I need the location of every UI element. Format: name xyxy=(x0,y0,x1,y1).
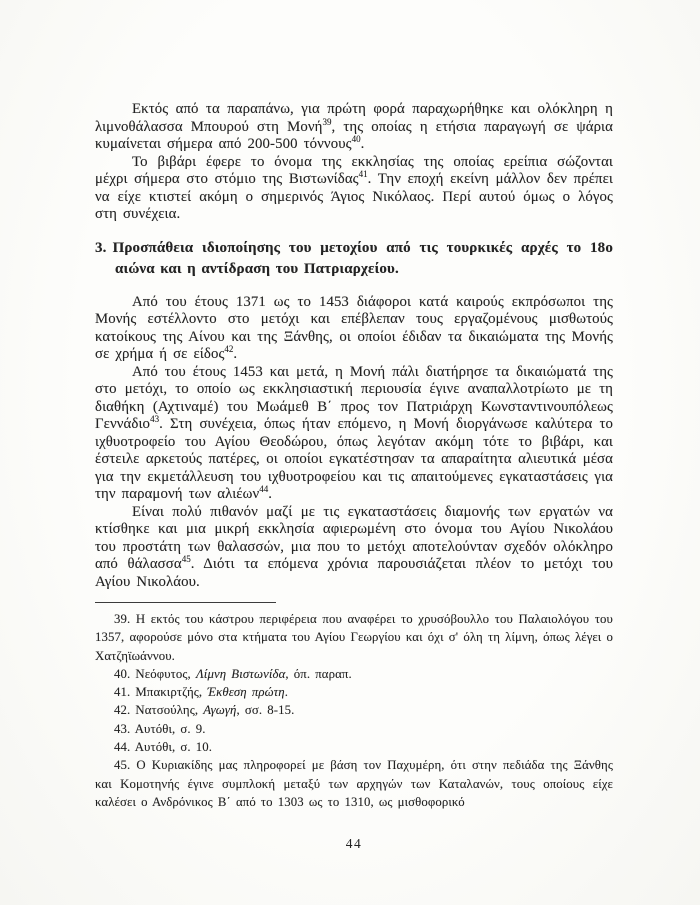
footnote xyxy=(95,610,613,665)
paragraph xyxy=(95,294,613,364)
text-run: . xyxy=(284,685,289,700)
footnote-ref: 44 xyxy=(259,484,269,495)
paragraph xyxy=(95,364,613,504)
text-run: Εκτός από τα παραπάνω, για πρώτη φορά παραχωρήθηκε και ολόκληρη η λιμνοθάλασσα Μπουρού στη Μονή xyxy=(95,101,613,135)
section-heading-title: Προσπάθεια ιδιοποίησης του μετοχίου από τις τουρκικές αρχές το 18ο αιώνα και η αντίδραση του Πατριαρχείου. xyxy=(112,239,613,277)
footnote-number: 39. xyxy=(114,612,131,626)
text-run: , όπ. παραπ. xyxy=(285,666,352,681)
page-number: 44 xyxy=(345,836,363,851)
footnotes-block xyxy=(95,602,613,811)
text-run: Μπακιρτζής, xyxy=(135,685,208,700)
text-run: Είναι πολύ πιθανόν μαζί με τις εγκαταστάσεις διαμονής των εργατών να κτίσθηκε και μια μικρή εκκλησία αφιερωμένη στο όνομα του Αγίου Νικολάου του προστάτη των θαλασσών, μια που το μετόχι αποτελούνταν σχεδόν ολόκληρο από θάλασσα xyxy=(95,503,613,572)
intro-paragraphs xyxy=(95,101,613,224)
footnote xyxy=(95,720,613,738)
text-run: . Την εποχή εκείνη μάλλον δεν πρέπει να είχε κτιστεί ακόμη ο σημερινός Άγιος Νικόλαος. Περί αυτού όμως ο λόγος στη συνέχεια. xyxy=(95,171,613,222)
footnote-list xyxy=(95,610,613,811)
footnote-ref: 41 xyxy=(358,169,368,180)
text-block xyxy=(95,101,613,811)
footnote-number: 42. xyxy=(114,703,131,718)
paragraph xyxy=(95,504,613,592)
footnote-ref: 39 xyxy=(322,116,332,127)
text-run: . xyxy=(268,486,273,502)
text-run: Από του έτους 1371 ως το 1453 διάφοροι κατά καιρούς εκπρόσωποι της Μονής εστέλλοντο στο μετόχι και επέβλεπαν τους εργαζομένους μισθωτούς κατοίκους της Αίνου και της Ξάνθης, οι οποίοι έδιδαν τα δικαιώματα της Μονής σε χρήμα ή σε είδος xyxy=(95,293,613,362)
text-run: Νεόφυτος, xyxy=(135,666,196,681)
text-run: , σσ. 8-15. xyxy=(236,703,295,718)
paragraph xyxy=(95,101,613,154)
text-run: . Στη συνέχεια, όπως ήταν επόμενο, η Μονή διοργάνωσε καλύτερα το ιχθυοτροφείο του Αγίου Θεοδώρου, όπως λεγόταν ακόμη τότε το βιβάρι, και έστειλε αρκετούς πατέρες, οι οποίοι εγκατέστησαν τα απαραίτητα αλιευτικά μέσα για την εκμετάλλευση του ιχθυοτροφείου και τις απαιτούμενες εγκαταστάσεις για την παραμονή των αλιέων xyxy=(95,416,613,502)
footnote-ref: 45 xyxy=(181,554,191,565)
text-run: . xyxy=(233,346,238,362)
text-run: Ο Κυριακίδης μας πληροφορεί με βάση τον Παχυμέρη, ότι στην πεδιάδα της Ξάνθης και Κομοτηνής έγινε συμπλοκή μεταξύ των αρχηγών των Καταλανών, τους οποίους είχε καλέσει ο Ανδρόνικος Β΄ από το 1303 ως το 1310, ως μισθοφορικό xyxy=(95,758,613,809)
text-run: Αυτόθι, σ. 10. xyxy=(134,740,213,755)
footnote-number: 45. xyxy=(114,758,131,773)
footnote xyxy=(95,701,613,719)
footnote xyxy=(95,738,613,756)
footnote xyxy=(95,665,613,683)
text-run: , της οποίας η ετήσια παραγωγή σε ψάρια κυμαίνεται σήμερα από 200-500 τόννους xyxy=(95,118,613,152)
footnote-ref: 43 xyxy=(150,414,160,425)
text-run: Από του έτους 1453 και μετά, η Μονή πάλι διατήρησε τα δικαιώματά της στο μετόχι, το οποίο ως εκκλησιαστική περιουσία έγινε αναπαλλοτρίωτο με τη διαθήκη (Αχτιναμέ) του Μωάμεθ Β΄ προς τον Πατριάρχη Κωνσταντινουπόλεως Γεννάδιο xyxy=(95,363,613,432)
footnote-number: 41. xyxy=(114,685,131,700)
text-run: . Διότι τα επόμενα χρόνια παρουσιάζεται πλέον το μετόχι του Αγίου Νικολάου. xyxy=(95,556,613,590)
footnote-ref: 40 xyxy=(351,134,361,145)
footnote-ref: 42 xyxy=(224,344,234,355)
section-heading xyxy=(95,238,613,281)
section-heading-number: 3. xyxy=(95,239,107,256)
text-run: Νατσούλης, xyxy=(135,703,204,718)
footnote-number: 44. xyxy=(114,740,131,755)
footnote xyxy=(95,683,613,701)
italic-citation: Λίμνη Βιστωνίδα xyxy=(195,666,286,681)
text-run: Το βιβάρι έφερε το όνομα της εκκλησίας της οποίας ερείπια σώζονται μέχρι σήμερα στο στόμιο της Βιστωνίδας xyxy=(95,153,613,187)
text-run: . xyxy=(360,136,365,152)
footnote-number: 43. xyxy=(114,721,131,736)
italic-citation: Έκθεση πρώτη xyxy=(207,685,285,700)
text-run: Η εκτός του κάστρου περιφέρεια που αναφέρει το χρυσόβουλλο του Παλαιολόγου του 1357, αφορούσε μόνο στα κτήματα του Αγίου Γεωργίου και όχι σ' όλη τη λίμνη, όπως λέγει ο Χατζηϊωάννου. xyxy=(95,612,613,663)
footnote xyxy=(95,756,613,811)
text-run: Αυτόθι, σ. 9. xyxy=(134,721,206,736)
italic-citation: Αγωγή xyxy=(203,703,237,718)
paragraph xyxy=(95,154,613,224)
footnote-number: 40. xyxy=(114,666,131,681)
section-paragraphs xyxy=(95,294,613,592)
footnote-separator-rule xyxy=(95,602,276,603)
